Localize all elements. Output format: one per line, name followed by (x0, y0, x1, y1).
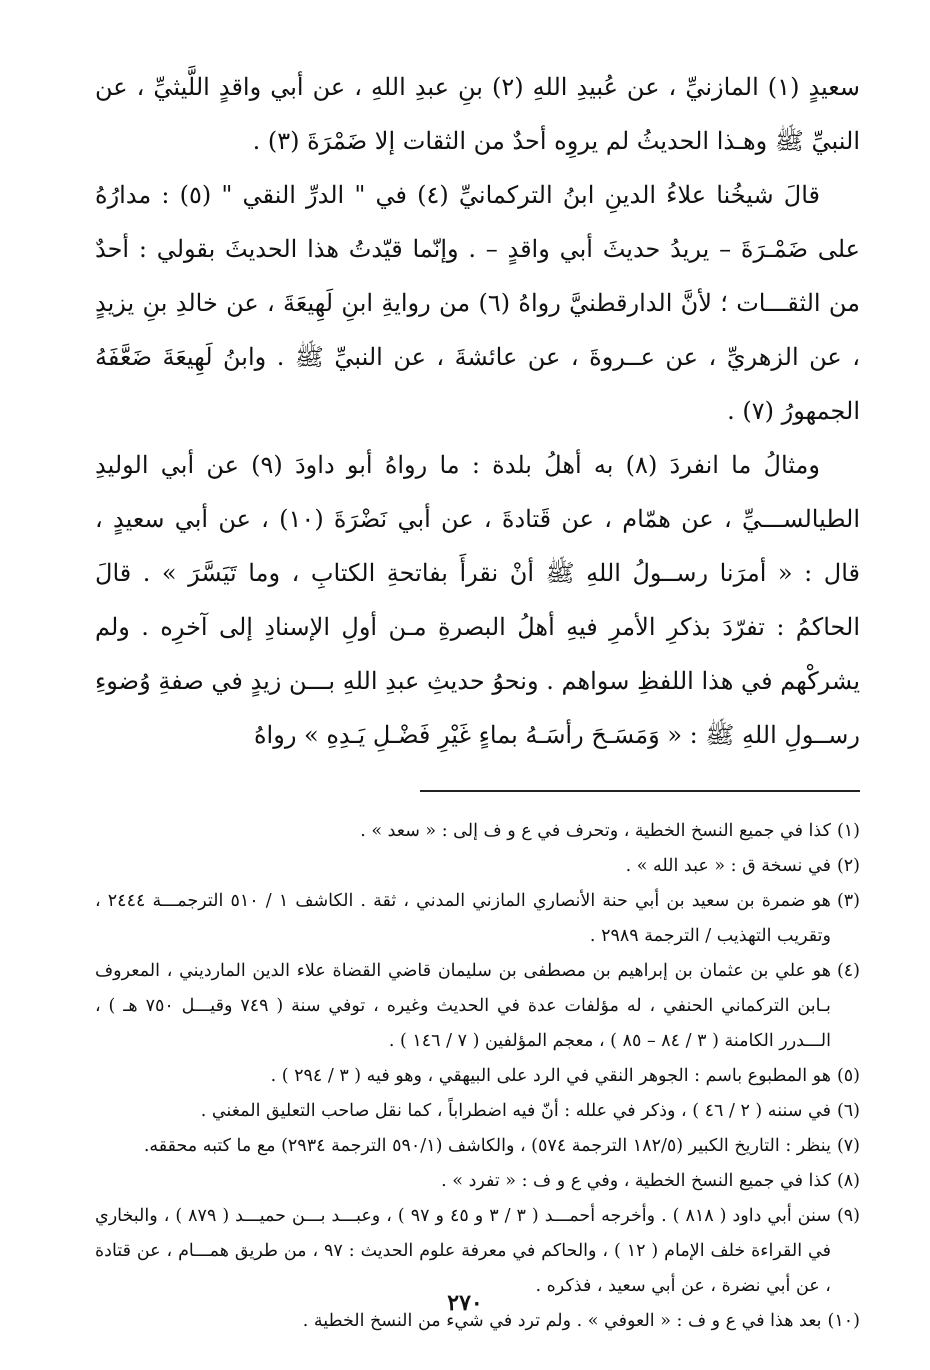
footnote-number: (٤) (836, 961, 860, 981)
footnote-text: كذا في جميع النسخ الخطية ، وفي ع و ف : « تفرد » . (441, 1171, 831, 1191)
footnote-number: (١) (836, 821, 860, 841)
footnote-text: سنن أبي داود ( ٨١٨ ) . وأخرجه أحمـــد ( ٣ / ٣ و ٤٥ و ٩٧ ) ، وعبـــد بـــن حميـــد ( ٨٧٩ ) ، والبخاري في القراءة خلف الإمام ( ١٢ ) ، والحاكم في معرفة علوم الحديث : ٩٧ ، من طريق همـــام ، عن قتادة ، عن أبي نضرة ، عن أبي سعيد ، فذكره . (95, 1206, 831, 1296)
footnote-number: (٥) (836, 1066, 860, 1086)
main-paragraph: سعيدٍ (١) المازنيِّ ، عن عُبيدِ اللهِ (٢) بنِ عبدِ اللهِ ، عن أبي واقدٍ اللَّيثيِّ ، عن النبيِّ ﷺ وهـذا الحديثُ لم يروِه أحدٌ من الثقات إلا ضَمْرَةَ (٣) . (95, 73, 860, 155)
footnote (95, 1129, 860, 1164)
footnote-text: كذا في جميع النسخ الخطية ، وتحرف في ع و ف إلى : « سعد » . (360, 821, 831, 841)
footnote-text: ينظر : التاريخ الكبير (١٨٢/٥ الترجمة ٥٧٤) ، والكاشف (٥٩٠/١ الترجمة ٢٩٣٤) مع ما كتبه محققه. (143, 1136, 831, 1156)
footnote-separator (420, 790, 860, 792)
footnote (95, 814, 860, 849)
footnote-number: (٨) (836, 1171, 860, 1191)
footnote (95, 1059, 860, 1094)
footnote-text: في نسخة ق : « عبد الله » . (625, 856, 831, 876)
footnote-number: (٧) (836, 1136, 860, 1156)
footnote-number: (٢) (836, 856, 860, 876)
footnote (95, 849, 860, 884)
footnote (95, 954, 860, 1059)
footnotes (95, 814, 860, 1339)
footnote-number: (٩) (836, 1206, 860, 1226)
footnote-number: (٦) (836, 1101, 860, 1121)
main-text (95, 60, 860, 762)
footnote-text: بعد هذا في ع و ف : « العوفي » . ولم ترد في شيء من النسخ الخطية . (302, 1311, 822, 1331)
footnote-text: هو ضمرة بن سعيد بن أبي حنة الأنصاري المازني المدني ، ثقة . الكاشف ١ / ٥١٠ الترجمـــة ٢٤٤٤ ، وتقريب التهذيب / الترجمة ٢٩٨٩ . (95, 891, 831, 946)
page-number: ٢٧٠ (447, 1290, 483, 1316)
footnote-number: (١٠) (827, 1311, 860, 1331)
main-paragraph: ومثالُ ما انفردَ (٨) به أهلُ بلدة : ما رواهُ أبو داودَ (٩) عن أبي الوليدِ الطيالســـيِّ ، عن همّام ، عن قَتادةَ ، عن أبي نَضْرَةَ (١٠) ، عن أبي سعيدٍ ، قال : « أمرَنا رســولُ اللهِ ﷺ أنْ نقرأَ بفاتحةِ الكتابِ ، وما تَيَسَّرَ » . قالَ الحاكمُ : تفرّدَ بذكرِ الأمرِ فيهِ أهلُ البصرةِ مـن أولِ الإسنادِ إلى آخرِه . ولم يشركْهم في هذا اللفظِ سواهم . ونحوُ حديثِ عبدِ اللهِ بـــن زيدٍ في صفةِ وُضوءِ رســولِ اللهِ ﷺ : « وَمَسَـحَ رأسَـهُ بماءٍ غَيْرِ فَضْـلِ يَـدِهِ » رواهُ (95, 451, 861, 749)
footnote (95, 1164, 860, 1199)
footnote (95, 884, 860, 954)
footnote (95, 1094, 860, 1129)
footnote-text: هو المطبوع باسم : الجوهر النقي في الرد على البيهقي ، وهو فيه ( ٣ / ٢٩٤ ) . (270, 1066, 831, 1086)
main-paragraph: قالَ شيخُنا علاءُ الدينِ ابنُ التركمانيِّ (٤) في " الدرِّ النقي " (٥) : مدارُهُ على ضَمْـرَةَ – يريدُ حديثَ أبي واقدٍ – . وإنّما قيّدتُ هذا الحديثَ بقولي : أحدٌ من الثقـــات ؛ لأنَّ الدارقطنيَّ رواهُ (٦) من روايةِ ابنِ لَهِيعَةَ ، عن خالدِ بنِ يزيدٍ ، عن الزهريِّ ، عن عــروةَ ، عن عائشةَ ، عن النبيِّ ﷺ . وابنُ لَهِيعَةَ ضَعَّفَهُ الجمهورُ (٧) . (95, 181, 861, 425)
footnote (95, 1199, 860, 1304)
footnote-text: في سننه ( ٢ / ٤٦ ) ، وذكر في علله : أنّ فيه اضطراباً ، كما نقل صاحب التعليق المغني . (200, 1101, 831, 1121)
footnote-text: هو علي بن عثمان بن إبراهيم بن مصطفى بن سليمان قاضي القضاة علاء الدين المارديني ، المعروف بـابن التركماني الحنفي ، له مؤلفات عدة في الحديث وغيره ، توفي سنة ( ٧٤٩ وقيـــل ٧٥٠ هـ ) ، الـــدرر الكامنة ( ٣ / ٨٤ – ٨٥ ) ، معجم المؤلفين ( ٧ / ١٤٦ ) . (95, 961, 831, 1051)
footnote-number: (٣) (836, 891, 860, 911)
